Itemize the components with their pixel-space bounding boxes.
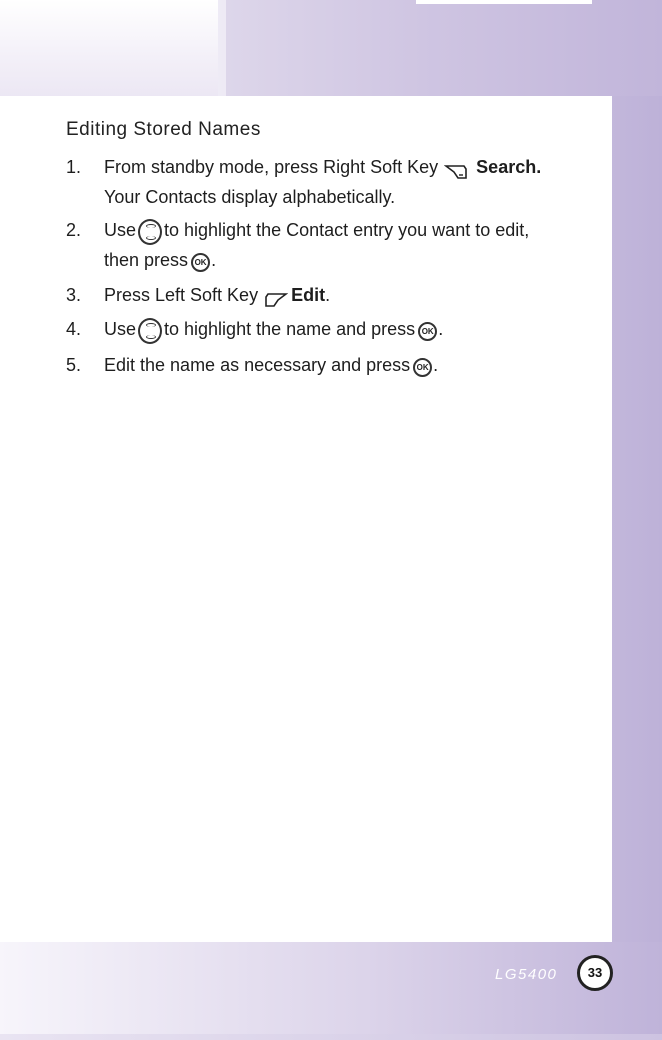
search-label: Search. (476, 157, 542, 177)
step-body (104, 314, 443, 344)
navigation-key-icon (138, 219, 162, 245)
step-line (104, 314, 443, 344)
step-body (104, 152, 541, 212)
step-body (104, 215, 529, 275)
step-text: . (211, 250, 217, 270)
step-text: Use (104, 220, 137, 240)
step-text: . (433, 355, 439, 375)
footer-edge (0, 1034, 662, 1040)
ok-key-icon: OK (413, 358, 432, 377)
step-line (104, 350, 438, 380)
footer-band (0, 942, 662, 1040)
step-text: then press (104, 250, 189, 270)
step-text: From standby mode, press Right Soft Key (104, 157, 439, 177)
step-body (104, 350, 438, 380)
step-line (104, 280, 330, 310)
step-text: Use (104, 319, 137, 339)
ok-key-icon: OK (418, 322, 437, 341)
section-title: Editing Stored Names (66, 119, 261, 140)
step-number: 3. (66, 285, 82, 305)
step-text: to highlight the Contact entry you want to edit, (164, 220, 530, 240)
step-number: 4. (66, 319, 82, 339)
step-text: to highlight the name and press (164, 319, 416, 339)
step-line (104, 152, 541, 182)
page-number-badge: 33 (577, 955, 613, 991)
step-number: 1. (66, 157, 82, 177)
header-band-left (0, 0, 218, 96)
ok-key-icon: OK (191, 253, 210, 272)
left-soft-key-icon (264, 288, 288, 306)
step-text: . (438, 319, 444, 339)
model-name: LG5400 (495, 966, 558, 983)
edit-label: Edit (291, 285, 326, 305)
step-number: 2. (66, 220, 82, 240)
step-line: Your Contacts display alphabetically. (104, 187, 396, 207)
step-text: Press Left Soft Key (104, 285, 259, 305)
step-text: . (325, 285, 331, 305)
navigation-key-icon (138, 318, 162, 344)
right-soft-key-icon (444, 160, 468, 178)
header-band-right (226, 0, 662, 96)
header-stripe (416, 0, 592, 4)
step-body (104, 280, 330, 310)
step-text: Edit the name as necessary and press (104, 355, 411, 375)
step-line (104, 215, 529, 245)
step-line (104, 245, 529, 275)
step-number: 5. (66, 355, 82, 375)
